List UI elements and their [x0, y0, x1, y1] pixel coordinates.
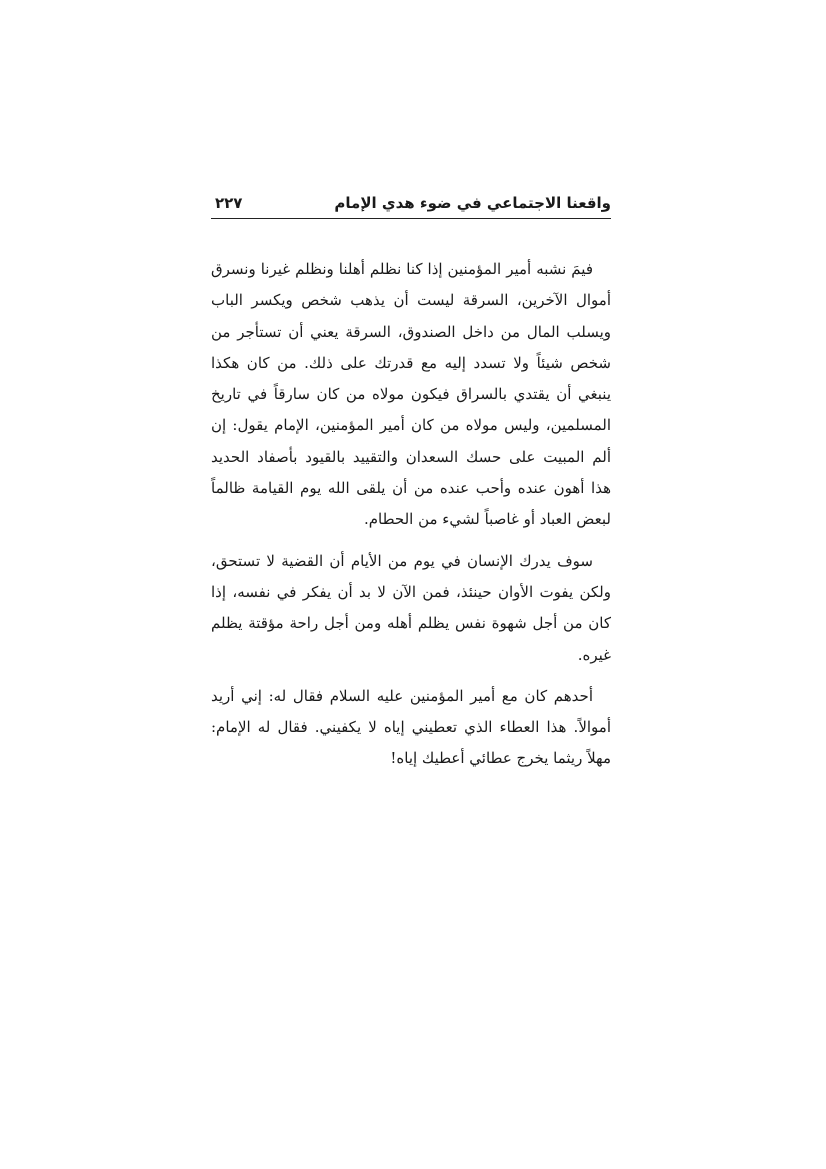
paragraph: أحدهم كان مع أمير المؤمنين عليه السلام فقال له: إني أريد أموالاً. هذا العطاء الذي تعطيني إياه لا يكفيني. فقال له الإمام: مهلاً ريثما يخرج عطائي أعطيك إياه!: [211, 686, 611, 768]
header-divider: [211, 218, 611, 219]
paragraph: سوف يدرك الإنسان في يوم من الأيام أن القضية لا تستحق، ولكن يفوت الأوان حينئذ، فمن الآن لا بد أن يفكر في نفسه، إذا كان من أجل شهوة نفس يظلم أهله ومن أجل راحة مؤقتة يظلم غيره.: [211, 551, 611, 664]
page-number: ٢٢٧: [215, 194, 243, 212]
body-text: [211, 254, 611, 785]
running-title: واقعنا الاجتماعي في ضوء هدي الإمام: [334, 194, 611, 212]
running-header: [211, 191, 611, 221]
paragraph: فيمَ نشبه أمير المؤمنين إذا كنا نظلم أهلنا ونظلم غيرنا ونسرق أموال الآخرين، السرقة ليست أن يذهب شخص ويكسر الباب ويسلب المال من داخل الصندوق، السرقة يعني أن تستأجر من شخص شيئاً ولا تسدد إليه مع قدرتك على ذلك. من كان هكذا ينبغي أن يقتدي بالسراق فيكون مولاه من كان سارقاً في تاريخ المسلمين، وليس مولاه من كان أمير المؤمنين، الإمام يقول: إن ألم المبيت على حسك السعدان والتقييد بالقيود بأصفاد الحديد هذا أهون عنده وأحب عنده من أن يلقى الله يوم القيامة ظالماً لبعض العباد أو غاصباً لشيء من الحطام.: [211, 260, 611, 529]
